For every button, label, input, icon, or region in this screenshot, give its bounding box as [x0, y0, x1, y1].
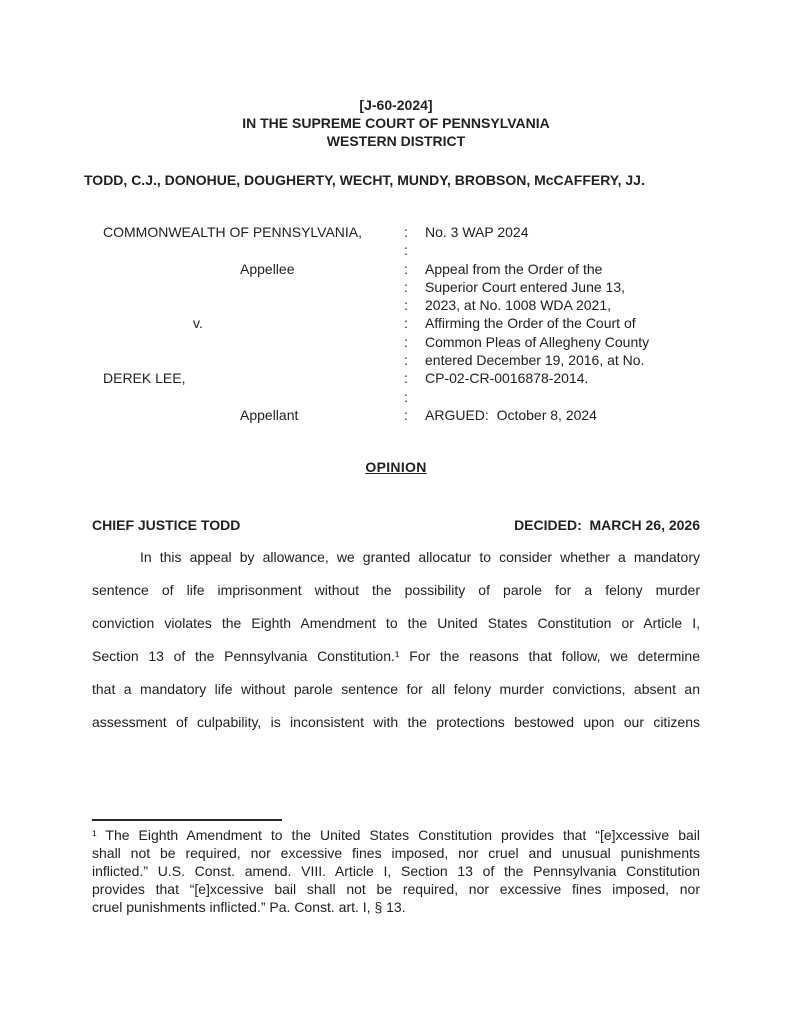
- appeal-description-line: Common Pleas of Allegheny County: [425, 333, 650, 350]
- party-name-appellant: DEREK LEE,: [103, 370, 186, 387]
- footnote-separator-rule: [92, 819, 282, 821]
- case-caption: [92, 223, 700, 424]
- caption-row: [92, 260, 700, 278]
- caption-row: [92, 388, 700, 406]
- caption-left-blank: [92, 333, 404, 351]
- caption-row: [92, 314, 700, 332]
- caption-right-blank: [425, 388, 700, 406]
- caption-colon: :: [404, 278, 408, 295]
- justices-line: TODD, C.J., DONOHUE, DOUGHERTY, WECHT, MUNDY, BROBSON, McCAFFERY, JJ.: [84, 172, 645, 188]
- caption-left-blank: [92, 351, 404, 369]
- body-line: Section 13 of the Pennsylvania Constitution.¹ For the reasons that follow, we determine: [92, 648, 700, 665]
- appeal-description-line: Appeal from the Order of the: [425, 260, 603, 277]
- argued-date-line: ARGUED: October 8, 2024: [425, 406, 597, 423]
- document-header: [92, 96, 700, 150]
- caption-right-blank: [425, 241, 700, 259]
- appeal-description-line: entered December 19, 2016, at No.: [425, 352, 645, 369]
- footnote-line: provides that “[e]xcessive bail shall not be required, nor excessive fines imposed, nor: [92, 881, 700, 898]
- opinion-heading-wrap: [92, 458, 700, 476]
- caption-row: [92, 333, 700, 351]
- caption-colon: :: [404, 406, 408, 423]
- body-line: conviction violates the Eighth Amendment to the United States Constitution or Article I,: [92, 615, 700, 632]
- versus-label: v.: [193, 315, 203, 332]
- caption-colon: :: [404, 388, 408, 405]
- caption-colon: :: [404, 333, 408, 350]
- footnote-1: [92, 826, 700, 916]
- district-name: WESTERN DISTRICT: [326, 133, 466, 149]
- caption-row: [92, 223, 700, 241]
- caption-left-blank: [92, 388, 404, 406]
- body-line: assessment of culpability, is inconsistent with the protections bestowed upon our citizens: [92, 714, 700, 731]
- opinion-byline: [92, 516, 700, 534]
- docket-number: [J-60-2024]: [359, 97, 433, 113]
- caption-colon: :: [404, 370, 408, 387]
- opinion-heading: OPINION: [365, 459, 427, 476]
- docket-line: No. 3 WAP 2024: [425, 224, 529, 240]
- body-line: In this appeal by allowance, we granted allocatur to consider whether a mandatory: [140, 549, 700, 566]
- footnote-line: cruel punishments inflicted.” Pa. Const. art. I, § 13.: [92, 899, 406, 916]
- footnote-line: shall not be required, nor excessive fines imposed, nor cruel and unusual punishments: [92, 845, 700, 862]
- footnote-line: inflicted.” U.S. Const. amend. VIII. Article I, Section 13 of the Pennsylvania Constitution: [92, 863, 700, 880]
- caption-colon: :: [404, 260, 408, 277]
- caption-left-blank: [92, 241, 404, 259]
- caption-row: [92, 351, 700, 369]
- decided-date: DECIDED: MARCH 26, 2026: [514, 517, 700, 534]
- caption-row: [92, 406, 700, 424]
- appeal-description-line: Superior Court entered June 13,: [425, 278, 626, 295]
- caption-colon: :: [404, 352, 408, 369]
- caption-colon: :: [404, 297, 408, 314]
- opinion-body-paragraph: [92, 541, 700, 739]
- footnote-line: ¹ The Eighth Amendment to the United States Constitution provides that “[e]xcessive bail: [92, 827, 700, 844]
- caption-row: [92, 369, 700, 387]
- caption-row: [92, 278, 700, 296]
- caption-left-blank: [92, 278, 404, 296]
- caption-row: [92, 296, 700, 314]
- caption-colon: :: [404, 315, 408, 332]
- appeal-description-line: Affirming the Order of the Court of: [425, 315, 636, 332]
- author-justice: CHIEF JUSTICE TODD: [92, 517, 241, 534]
- party-name-appellee: COMMONWEALTH OF PENNSYLVANIA,: [103, 224, 363, 240]
- caption-colon: :: [404, 242, 408, 259]
- body-line: sentence of life imprisonment without the possibility of parole for a felony murder: [92, 582, 700, 599]
- party-role-appellant: Appellant: [240, 406, 299, 423]
- caption-colon: :: [404, 224, 408, 240]
- caption-row: [92, 241, 700, 259]
- body-line: that a mandatory life without parole sentence for all felony murder convictions, absent an: [92, 681, 700, 698]
- party-role-appellee: Appellee: [240, 260, 295, 277]
- appeal-description-line: 2023, at No. 1008 WDA 2021,: [425, 297, 612, 314]
- caption-left-blank: [92, 296, 404, 314]
- court-name: IN THE SUPREME COURT OF PENNSYLVANIA: [242, 115, 550, 131]
- trial-court-number-line: CP-02-CR-0016878-2014.: [425, 370, 589, 387]
